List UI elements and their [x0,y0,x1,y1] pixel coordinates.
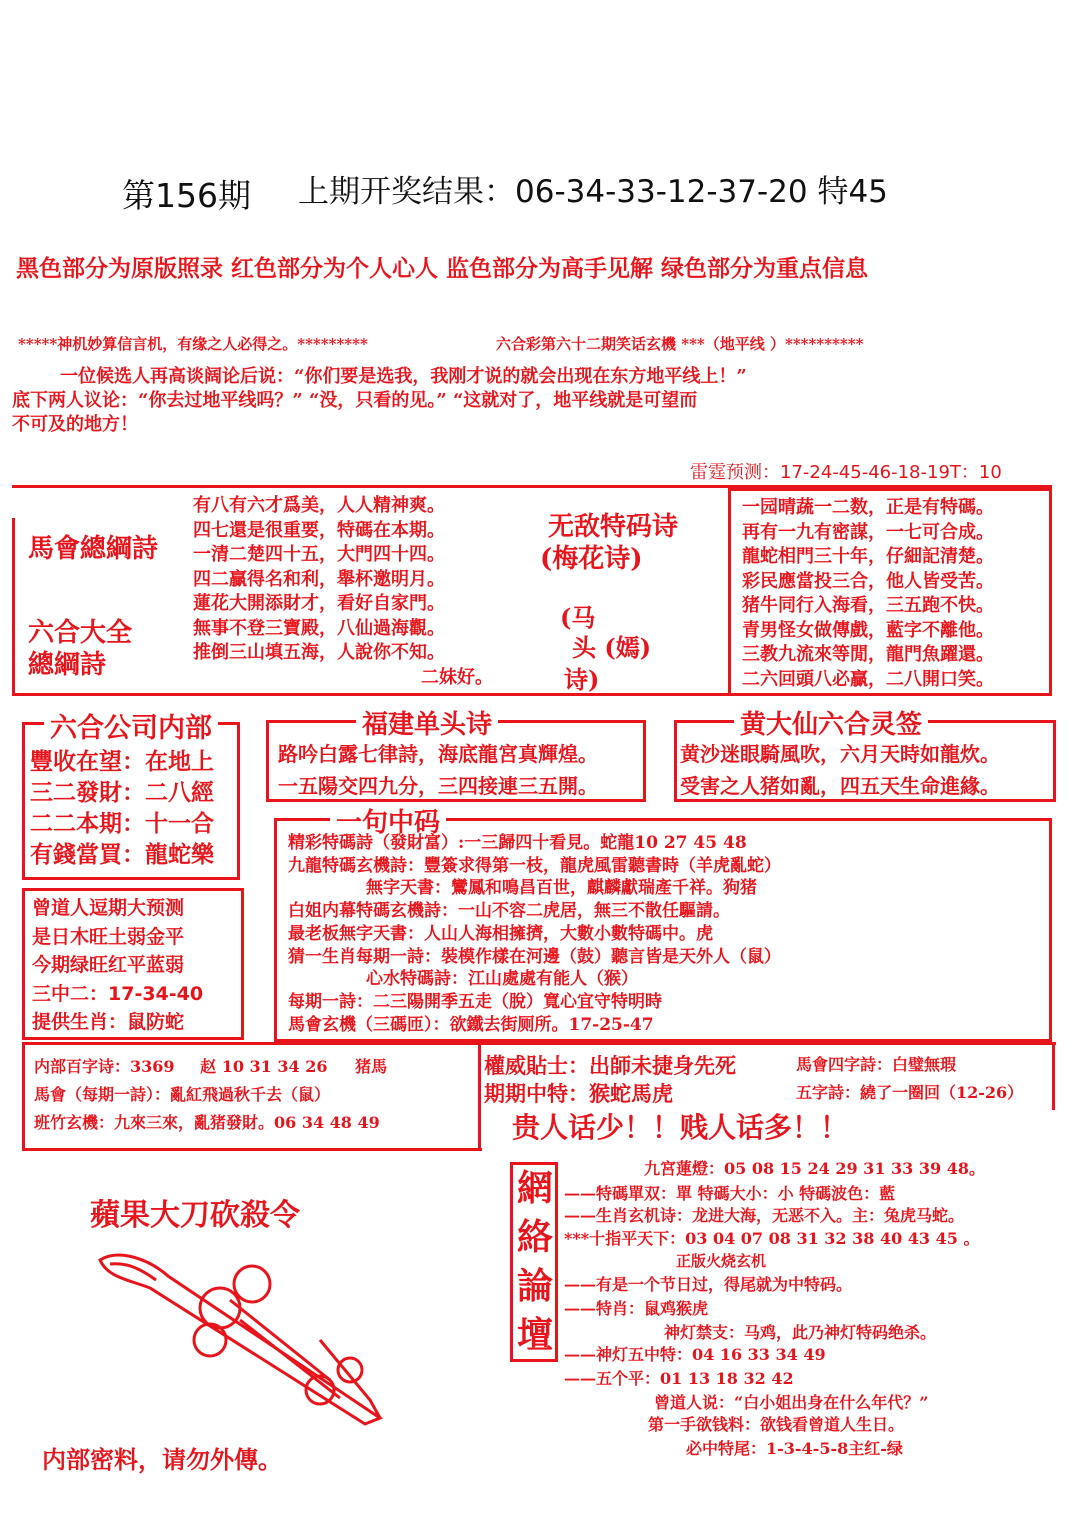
company-line: 豐收在望：在地上 [30,748,214,775]
daoren-line: 是日木旺土弱金平 [32,925,185,948]
forum-line: 神灯禁支：马鸡，此乃神灯特码绝杀。 [664,1323,937,1342]
poem-label-b1: 六合大全 [28,618,133,648]
poem-line: 四七還是很重要，特碼在本期。 [193,519,445,541]
inner-left-rule [22,1042,25,1150]
poem-line: 有八有六才爲美，人人精神爽。 [193,495,445,516]
poem-right-line: 三教九流來等閒，龍門魚躍還。 [742,644,994,665]
daoren-line: 曾道人逗期大预测 [32,897,185,919]
forum-line: 正版火烧玄机 [676,1252,767,1270]
poem-label-a: 馬會總綱詩 [28,534,159,564]
poem-right-lines [742,496,994,692]
forum-line: ***十指平天下：03 04 07 08 31 32 38 40 43 45 。 [564,1229,980,1248]
yiju-title: 一句中码 [330,802,446,839]
inner-line-3: 班竹玄機：九來三來，亂猪發財。06 34 48 49 [34,1113,380,1132]
fujian-line: 路吟白露七律詩，海底龍宮真輝煌。 [278,742,598,766]
forum-line: 曾道人说：“白小姐出身在什么年代？” [654,1393,929,1412]
poem-label-b2: 總綱詩 [28,650,107,680]
daoren-line: 今期绿旺红平蓝弱 [32,954,185,976]
center-title-2: (梅花诗) [540,544,643,574]
huang-title: 黄大仙六合灵签 [734,704,928,741]
fujian-lines [278,738,598,802]
tip-line-1: 權威貼士：出師未捷身先死 [484,1053,736,1078]
intro-right: 六合彩第六十二期笑话玄機 ***（地平线 ）********** [496,335,864,353]
poem-right-line: 龍蛇相門三十年，仔細記清楚。 [742,546,994,567]
yiju-line: 九龍特碼玄機詩：豐簽求得第一枝，龍虎風雷聽書時（羊虎亂蛇） [288,855,781,876]
fujian-line: 一五陽交四九分，三四接連三五開。 [278,774,598,798]
fujian-title: 福建单头诗 [356,704,498,741]
forum-line: 第一手欲钱料：欲钱看曾道人生日。 [648,1415,905,1434]
inner-bottom-rule [22,1148,482,1151]
last-result: 上期开奖结果：06-34-33-12-37-20 特45 [298,174,888,210]
poem-line: 二妹好。 [421,666,493,688]
yiju-line: 猜一生肖每期一詩：裝模作樣在河邊（鼓）聽言皆是天外人（鼠） [288,946,781,967]
huang-line: 受害之人猪如亂，四五天生命進緣。 [680,774,1000,798]
issue-number: 第156期 [122,176,251,215]
company-title: 六合公司内部 [44,706,218,745]
company-lines [30,746,214,870]
company-line: 二二本期：十一合 [30,810,214,837]
daoren-line: 三中二：17-34-40 [32,982,204,1005]
yiju-line: 無字天書：鸞鳳和鳴昌百世，麒麟獻瑞產千祥。狗猪 [366,878,757,899]
yiju-lines [288,832,781,1036]
joke-line-2: 底下两人议论：“你去过地平线吗？” “没，只看的见。” “这就对了，地平线就是可望而 [12,390,698,411]
motto: 贵人话少！！贱人话多！！ [512,1111,849,1144]
yiju-line: 白姐内幕特碼玄機詩：一山不容二虎居，無三不散任驅請。 [288,901,730,922]
forum-label-char: 網 [516,1167,553,1209]
poem-right-line: 二六回頭八必贏，二八開口笑。 [742,668,994,690]
poem-line: 推倒三山填五海，人說你不知。 [193,642,445,663]
intro-left: *****神机妙算信言机，有缘之人必得之。********* [18,335,368,353]
five-char-poem: 五字詩：繞了一圈回（12-26） [796,1083,1024,1102]
inner-divider [478,1042,481,1150]
poem-line: 四二贏得名和利，舉杯邀明月。 [193,568,445,590]
joke-line-3: 不可及的地方！ [12,414,138,435]
color-legend: 黑色部分为原版照录 红色部分为个人心人 监色部分为高手见解 绿色部分为重点信息 [16,256,869,282]
forum-line: ——生肖玄机诗：龙进大海，无恶不入。主：兔虎马蛇。 [564,1206,965,1225]
huang-line: 黄沙迷眼騎風吹，六月天時如龍炊。 [680,742,1000,766]
yiju-line: 最老板無字天書：人山人海相擁擠，大數小數特碼中。虎 [288,923,713,944]
apple-title: 蘋果大刀砍殺令 [90,1198,300,1233]
inner-zhao: 赵 10 31 34 26 [200,1057,328,1076]
forum-label-char: 壇 [516,1314,553,1356]
daoren-line: 提供生肖：鼠防蛇 [32,1011,185,1033]
forum-line: ——有是一个节日过，得尾就为中特码。 [564,1275,853,1294]
forum-label-char: 論 [516,1265,553,1307]
poem-left-rule [12,518,15,693]
huang-lines [680,738,1000,802]
company-line: 三二發財：二八經 [30,779,214,806]
forum-line: 必中特尾：1-3-4-5-8主红-绿 [686,1439,903,1458]
apple-footer: 内部密料，请勿外傳。 [42,1445,282,1474]
daoren-lines [32,894,203,1037]
yiju-line: 每期一詩：二三陽開季五走（脫）寬心宜守特明時 [288,991,662,1012]
forum-line: ——五个平：01 13 18 32 42 [564,1369,794,1388]
tip-line-2: 期期中特：猴蛇馬虎 [484,1081,673,1106]
poem-right-line: 一园晴蔬一二数，正是有特碼。 [742,497,994,518]
sword-icon [80,1240,420,1440]
poem-right-line: 青男怪女做傳戲，藍字不離他。 [742,619,994,641]
yiju-line: 馬會玄機（三碼匝）：欲鐵去街厕所。17-25-47 [288,1014,654,1035]
center-sub-3: 诗) [564,665,600,694]
thunder-forecast: 雷霆预测：17-24-45-46-18-19T：10 [690,462,1002,483]
inner-pig-horse: 猪馬 [355,1057,388,1076]
forum-line: ——特肖：鼠鸡猴虎 [564,1299,709,1318]
yiju-line: 心水特碼詩：江山處處有能人（猴） [366,969,638,990]
poem-right-line: 再有一九有密謀，一七可合成。 [742,521,994,543]
forum-label-char: 絡 [516,1216,553,1258]
poem-lines [193,494,493,690]
inner-right-rule [1052,1042,1055,1110]
poem-line: 蓮花大開添財才，看好自家門。 [193,593,445,614]
center-title-1: 无敌特码诗 [548,512,679,542]
poem-line: 無事不登三寶殿，八仙過海觀。 [193,617,445,639]
company-line: 有錢當買：龍蛇樂 [30,841,214,868]
forum-line: ——神灯五中特：04 16 33 34 49 [564,1345,826,1364]
forum-line: ——特碼單双：單 特碼大小：小 特碼波色：藍 [564,1184,896,1203]
inner-line-1 [34,1054,387,1077]
inner-line-2: 馬會（每期一詩）：亂紅飛過秋千去（鼠） [34,1085,331,1104]
inner-hundred-poem: 内部百字诗：3369 [34,1057,175,1076]
center-sub-2: 头 (嫣) [572,633,652,662]
poem-line: 一清二楚四十五，大門四十四。 [193,544,445,565]
forum-line: 九宮蓮燈：05 08 15 24 29 31 33 39 48。 [644,1159,985,1178]
joke-line-1: 一位候选人再高谈阔论后说：“你们要是选我，我刚才说的就会出现在东方地平线上！” [60,366,747,387]
four-char-poem: 馬會四字詩：白璧無瑕 [796,1055,957,1074]
inner-top-rule [22,1042,1056,1045]
forum-label [516,1164,554,1360]
poem-right-line: 猪牛同行入海看，三五跑不快。 [742,595,994,616]
poem-right-line: 彩民應當投三合，他人皆受苦。 [742,570,994,592]
yiju-line: 精彩特碼詩（發財富）:一三歸四十看見。蛇龍10 27 45 48 [288,833,747,853]
center-sub-1: (马 [560,603,596,632]
